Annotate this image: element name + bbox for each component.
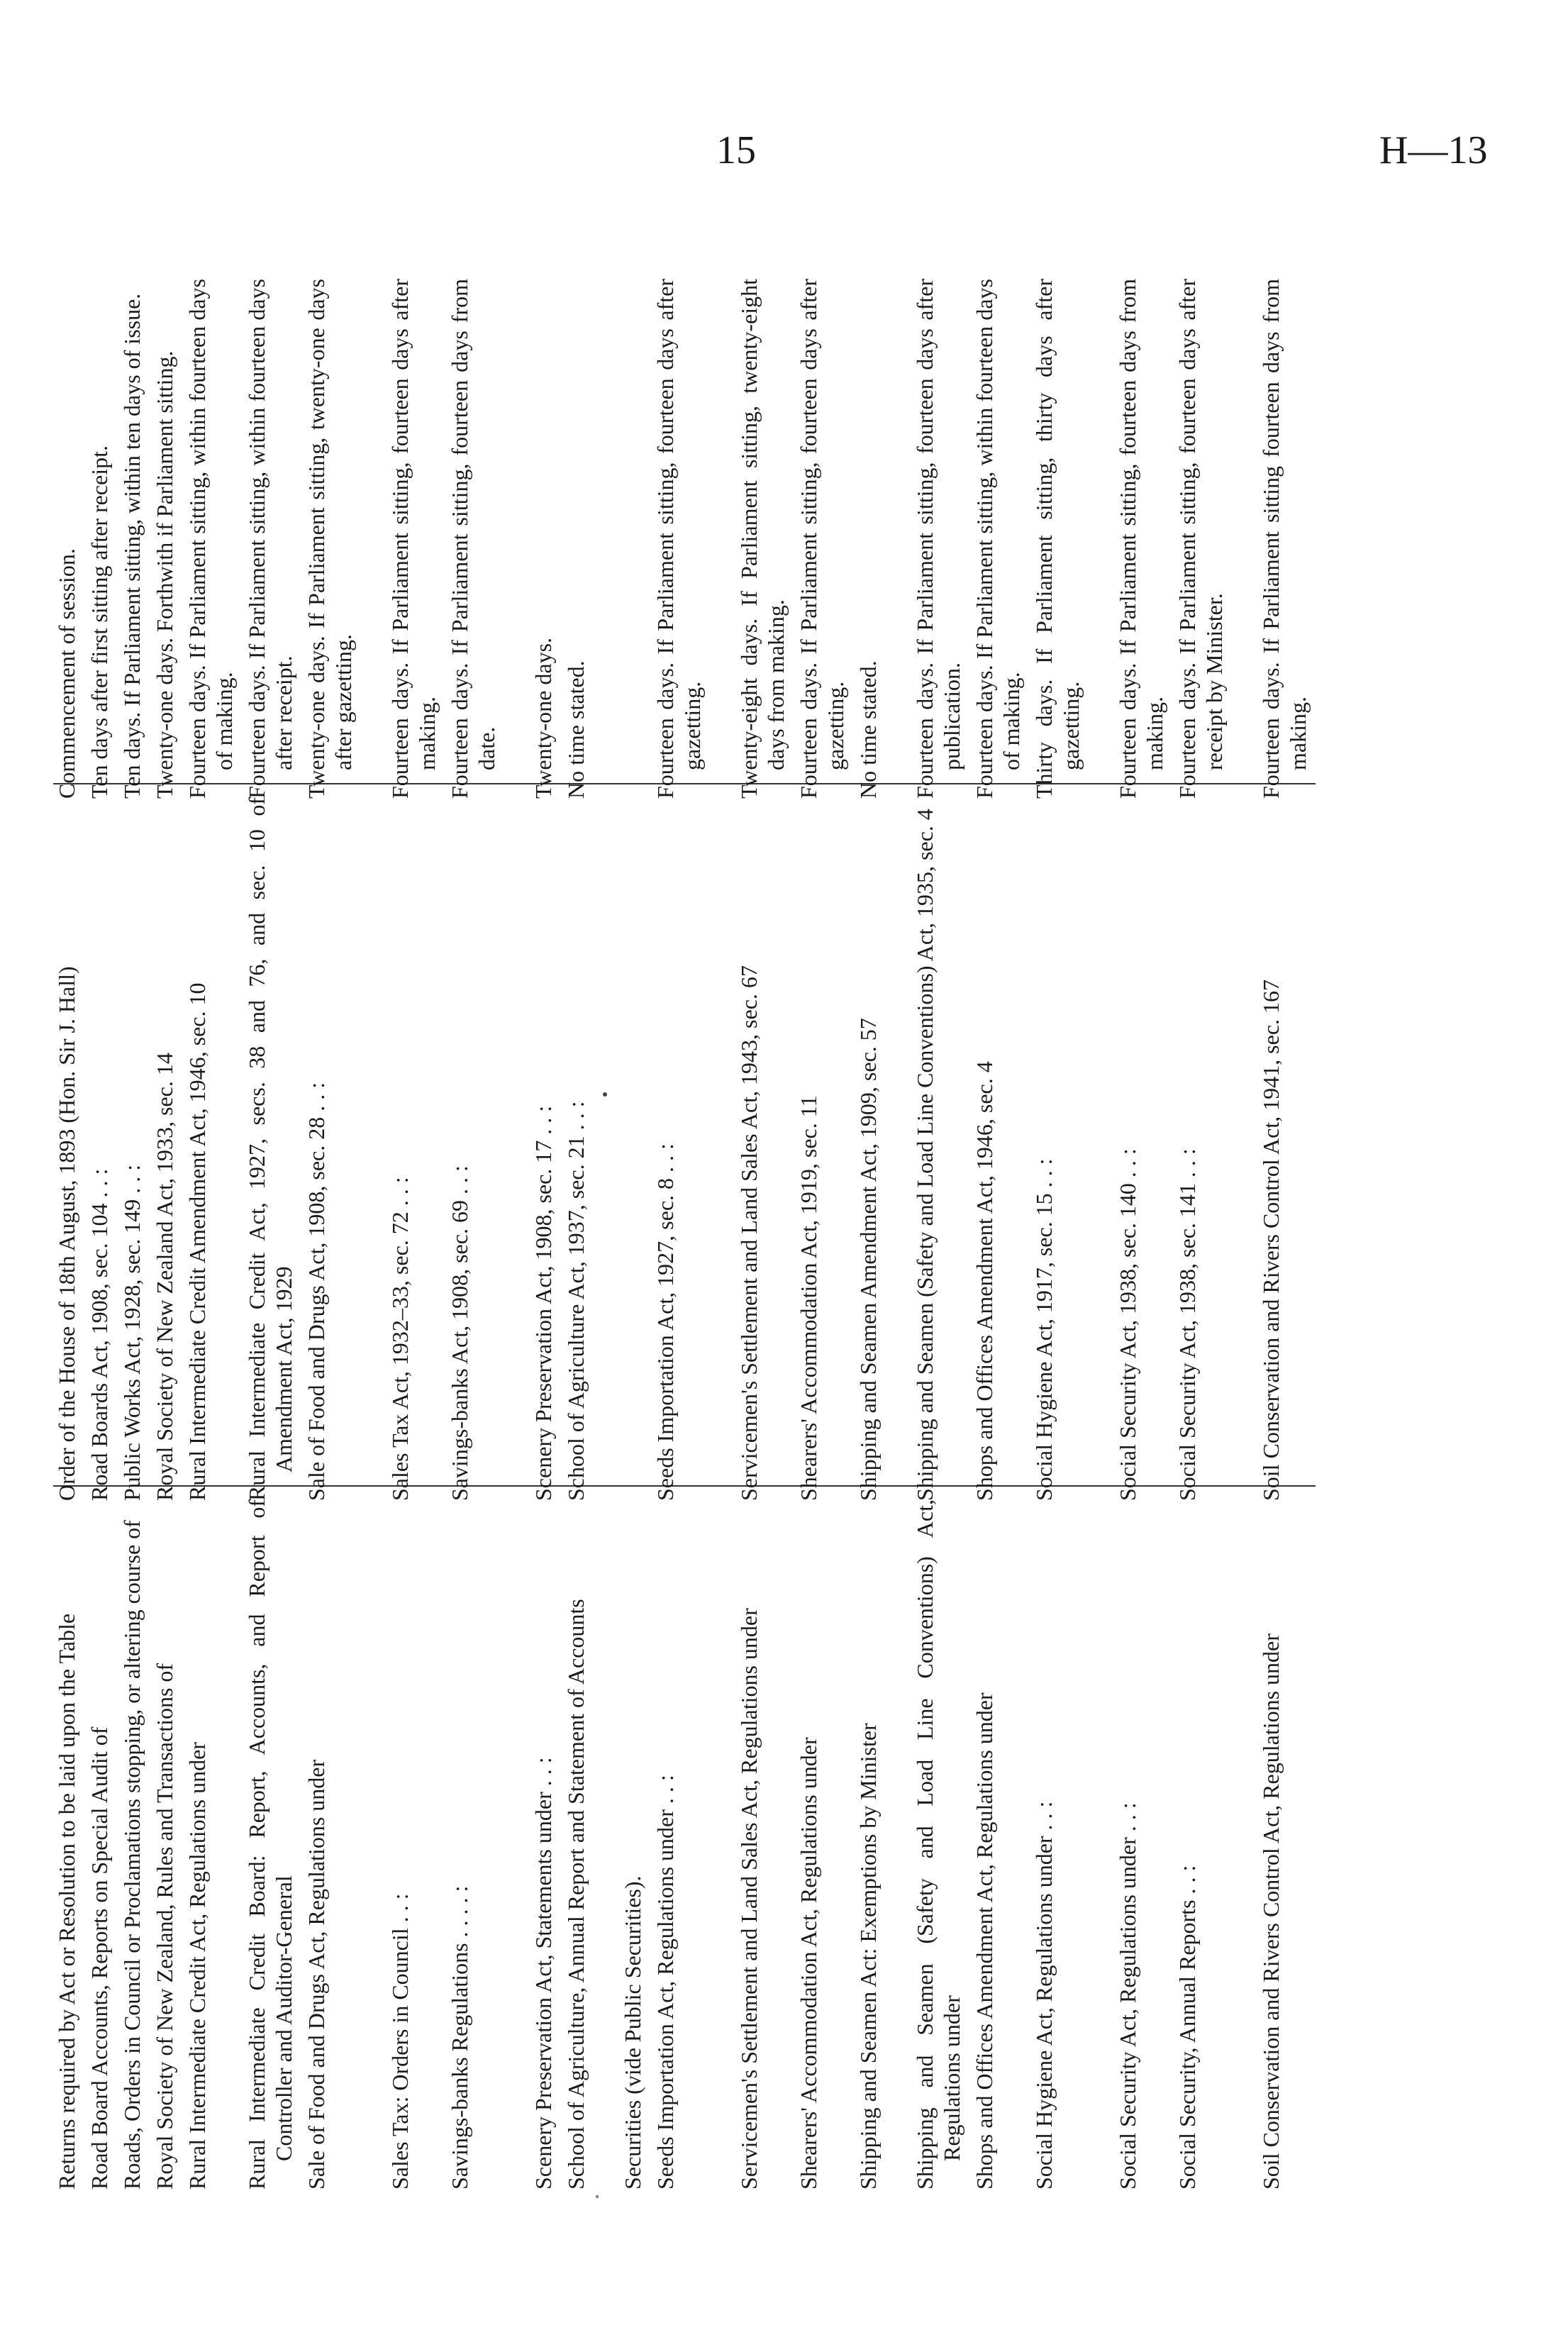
table-row (53, 266, 84, 2174)
time-limit: Twenty-one days. If Parliament sitting, twenty-one days after gazetting. (301, 266, 361, 784)
spacer-cell (361, 266, 385, 784)
row-spacer (504, 266, 528, 2174)
table-row (853, 266, 886, 2174)
table-row (182, 266, 242, 2174)
time-limit: Twenty-one days. (528, 266, 561, 784)
spacer-cell (1089, 266, 1113, 784)
time-limit: Ten days after first sitting after receipt. (84, 266, 117, 784)
rotated-table-container (53, 266, 1472, 2190)
time-limit: Commencement of session. (53, 266, 84, 784)
time-limit: Fourteen days. If Parliament sitting, fourteen days after gazetting. (794, 266, 853, 784)
statutory-authority: Servicemen's Settlement and Land Sales Act, 1943, sec. 67 (734, 784, 794, 1486)
return-subject: School of Agriculture, Annual Report and Statement of Accounts (563, 1599, 589, 2190)
print-speck (596, 2195, 599, 2198)
time-limit: Fourteen days. If Parliament sitting, fourteen days from making. (1113, 266, 1172, 784)
document-code: H—13 (1379, 128, 1488, 172)
spacer-cell (886, 784, 910, 1486)
return-subject: Shops and Offices Amendment Act, Regulations under (972, 1692, 997, 2190)
statutory-authority: Social Hygiene Act, 1917, sec. 15 . . : (1029, 784, 1089, 1486)
table-row (301, 266, 361, 2174)
spacer-cell (594, 784, 618, 1486)
statutory-authority: Rural Intermediate Credit Amendment Act, 1946, sec. 10 (182, 784, 242, 1486)
return-subject: Royal Society of New Zealand, Rules and Transactions of (152, 1663, 177, 2190)
spacer-cell (710, 266, 734, 784)
statutory-authority: Savings-banks Act, 1908, sec. 69 . . : (445, 784, 504, 1486)
spacer-cell (710, 1486, 734, 2174)
return-subject: Savings-banks Regulations . . . . : (447, 1885, 472, 2190)
time-limit: Fourteen days. If Parliament sitting, fourteen days from date. (445, 266, 504, 784)
time-limit: Ten days. If Parliament sitting, within ten days of issue. (117, 266, 150, 784)
table-row (910, 266, 969, 2174)
statutory-authority: Seeds Importation Act, 1927, sec. 8 . . : (650, 784, 710, 1486)
table-row (618, 266, 650, 2174)
table-row (528, 266, 561, 2174)
row-spacer (1232, 266, 1256, 2174)
table-row (117, 266, 150, 2174)
table-row (969, 266, 1029, 2174)
time-limit (618, 266, 650, 784)
time-limit: Fourteen days. If Parliament sitting, fourteen days after publication. (910, 266, 969, 784)
page-number: 15 (716, 128, 756, 172)
statutory-authority: Shearers' Accommodation Act, 1919, sec. 11 (794, 784, 853, 1486)
spacer-cell (1089, 1486, 1113, 2174)
time-limit: Fourteen days. If Parliament sitting, within fourteen days of making. (182, 266, 242, 784)
return-subject: Returns required by Act or Resolution to be laid upon the Table (54, 1613, 79, 2190)
return-subject: Shearers' Accommodation Act, Regulations under (796, 1737, 821, 2190)
time-limit: Fourteen days. If Parliament sitting fourteen days from making. (1256, 266, 1316, 784)
spacer-cell (886, 1486, 910, 2174)
table-row (445, 266, 504, 2174)
return-subject: Servicemen's Settlement and Land Sales Act, Regulations under (736, 1608, 762, 2190)
statutory-authority: Sales Tax Act, 1932–33, sec. 72 . . : (385, 784, 445, 1486)
table-row (150, 266, 182, 2174)
statutory-authority (618, 784, 650, 1486)
row-spacer (710, 266, 734, 2174)
return-subject: Shipping and Seamen Act: Exemptions by Minister (855, 1723, 881, 2190)
return-subject: Social Hygiene Act, Regulations under . . : (1031, 1801, 1057, 2190)
statutory-authority: Shops and Offices Amendment Act, 1946, sec. 4 (969, 784, 1029, 1486)
time-limit: No time stated. (853, 266, 886, 784)
statutory-authority: School of Agriculture Act, 1937, sec. 21 . . : (561, 784, 594, 1486)
spacer-cell (1232, 1486, 1256, 2174)
return-subject: Rural Intermediate Credit Board: Report, Accounts, and Report of Controller and Auditor-General (244, 1499, 296, 2190)
return-subject: Sales Tax: Orders in Council . . : (387, 1893, 413, 2190)
spacer-cell (594, 266, 618, 784)
spacer-cell (504, 1486, 528, 2174)
statutory-authority: Scenery Preservation Act, 1908, sec. 17 . . : (528, 784, 561, 1486)
spacer-cell (504, 266, 528, 784)
row-spacer (594, 266, 618, 2174)
table-row (650, 266, 710, 2174)
row-spacer (1089, 266, 1113, 2174)
time-limit: Thirty days. If Parliament sitting, thirty days after gazetting. (1029, 266, 1089, 784)
statutory-authority: Shipping and Seamen Amendment Act, 1909, sec. 57 (853, 784, 886, 1486)
table-row (1029, 266, 1089, 2174)
row-spacer (361, 266, 385, 2174)
return-subject: Road Board Accounts, Reports on Special Audit of (87, 1726, 112, 2190)
statutory-authority: Sale of Food and Drugs Act, 1908, sec. 28 . . : (301, 784, 361, 1486)
return-subject: Soil Conservation and Rivers Control Act, Regulations under (1258, 1633, 1284, 2190)
statutory-authority: Social Security Act, 1938, sec. 140 . . : (1113, 784, 1172, 1486)
row-spacer (886, 266, 910, 2174)
table-row (242, 266, 301, 2174)
spacer-cell (1089, 784, 1113, 1486)
spacer-cell (361, 784, 385, 1486)
spacer-cell (361, 1486, 385, 2174)
table-row (1113, 266, 1172, 2174)
table-row (794, 266, 853, 2174)
return-subject: Shipping and Seamen (Safety and Load Line Conventions) Act, Regulations under (912, 1499, 964, 2190)
return-subject: Rural Intermediate Credit Act, Regulations under (184, 1742, 210, 2190)
return-subject: Scenery Preservation Act, Statements under . . : (530, 1757, 556, 2190)
return-subject: Roads, Orders in Council or Proclamations stopping, or altering course of (119, 1520, 145, 2190)
returns-table (53, 266, 1316, 2190)
statutory-authority: Order of the House of 18th August, 1893 (Hon. Sir J. Hall) (53, 784, 84, 1486)
table-row (1256, 266, 1316, 2174)
time-limit: No time stated. (561, 266, 594, 784)
table-row (1172, 266, 1232, 2174)
time-limit: Twenty-eight days. If Parliament sitting, twenty-eight days from making. (734, 266, 794, 784)
statutory-authority: Public Works Act, 1928, sec. 149 . . : (117, 784, 150, 1486)
time-limit: Fourteen days. If Parliament sitting, within fourteen days after receipt. (242, 266, 301, 784)
statutory-authority: Rural Intermediate Credit Act, 1927, secs. 38 and 76, and sec. 10 of Amendment Act, 1929 (242, 784, 301, 1486)
statutory-authority: Road Boards Act, 1908, sec. 104 . . : (84, 784, 117, 1486)
statutory-authority: Social Security Act, 1938, sec. 141 . . : (1172, 784, 1232, 1486)
spacer-cell (886, 266, 910, 784)
return-subject: Securities (vide Public Securities). (620, 1875, 645, 2190)
time-limit: Fourteen days. If Parliament sitting, fourteen days after making. (385, 266, 445, 784)
time-limit: Fourteen days. If Parliament sitting, within fourteen days of making. (969, 266, 1029, 784)
spacer-cell (504, 784, 528, 1486)
table-row (385, 266, 445, 2174)
statutory-authority: Shipping and Seamen (Safety and Load Line Conventions) Act, 1935, sec. 4 (910, 784, 969, 1486)
time-limit: Twenty-one days. Forthwith if Parliament sitting. (150, 266, 182, 784)
table-row (561, 266, 594, 2174)
table-row (84, 266, 117, 2174)
spacer-cell (1232, 266, 1256, 784)
return-subject: Sale of Food and Drugs Act, Regulations under (304, 1759, 329, 2190)
spacer-cell (710, 784, 734, 1486)
time-limit: Fourteen days. If Parliament sitting, fourteen days after receipt by Minister. (1172, 266, 1232, 784)
statutory-authority: Royal Society of New Zealand Act, 1933, sec. 14 (150, 784, 182, 1486)
spacer-cell (1232, 784, 1256, 1486)
statutory-authority: Soil Conservation and Rivers Control Act, 1941, sec. 167 (1256, 784, 1316, 1486)
time-limit: Fourteen days. If Parliament sitting, fourteen days after gazetting. (650, 266, 710, 784)
table-row (734, 266, 794, 2174)
return-subject: Seeds Importation Act, Regulations under . . : (652, 1775, 678, 2190)
return-subject: Social Security, Annual Reports . . : (1174, 1865, 1200, 2190)
spacer-cell (594, 1486, 618, 2174)
return-subject: Social Security Act, Regulations under . . : (1115, 1802, 1140, 2190)
